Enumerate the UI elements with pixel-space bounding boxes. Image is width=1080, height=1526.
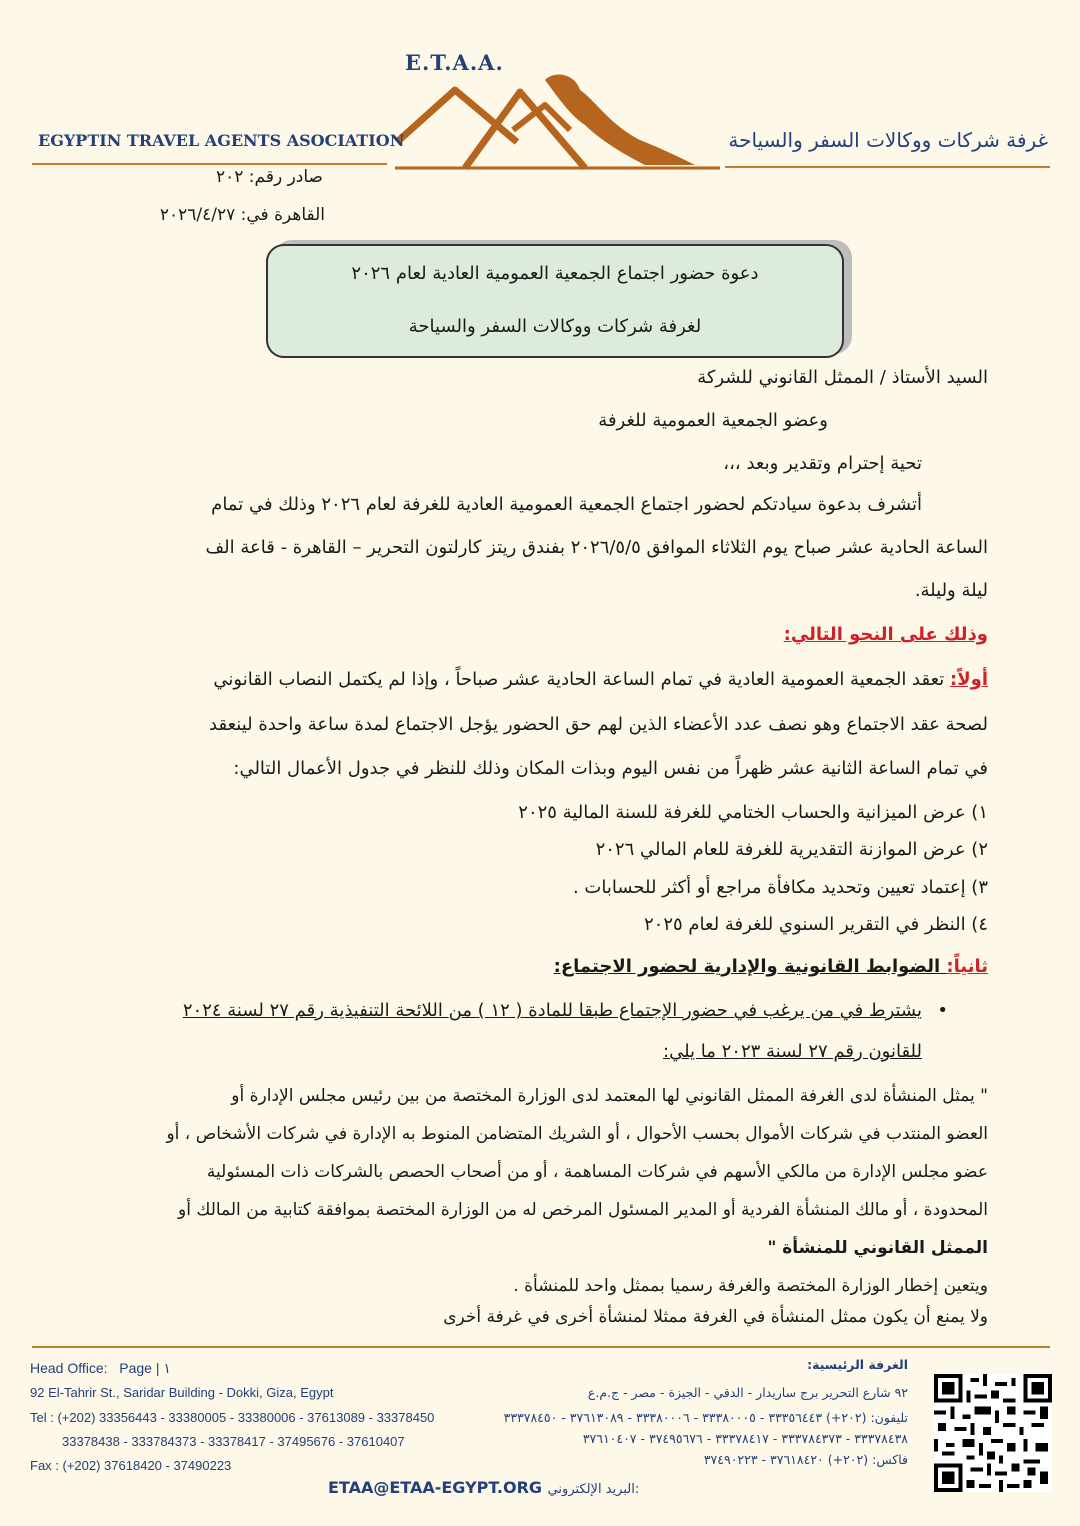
agenda-item: ٣) إعتماد تعيين وتحديد مكافأة مراجع أو أكثر للحسابات . xyxy=(572,877,988,898)
header-divider-left xyxy=(32,163,387,165)
salutation-2: وعضو الجمعية العمومية للغرفة xyxy=(598,410,828,431)
address-ar: ٩٢ شارع التحرير برج ساريدار - الدقي - الجيزة - مصر - ج.م.ع xyxy=(587,1385,908,1400)
page-number: Page | ١ xyxy=(119,1360,171,1376)
footer-divider xyxy=(32,1346,1050,1348)
first-clause-line-2: لصحة عقد الاجتماع وهو نصف عدد الأعضاء الذين لهم حق الحضور يؤجل الاجتماع لمدة ساعة واحدة لينعقد xyxy=(209,714,988,735)
tel-en-2: 33378438 - 333784373 - 33378417 - 37495676 - 37610407 xyxy=(62,1434,405,1449)
second-clause-heading xyxy=(554,945,988,989)
first-clause-text: تعقد الجمعية العمومية العادية في تمام الساعة الحادية عشر صباحاً ، وإذا لم يكتمل النصاب القانوني xyxy=(213,669,951,690)
phone-ar-numbers: (٢٠٢+) ٣٣٣٥٦٤٤٣ - ٣٣٣٨٠٠٠٥ - ٣٣٣٨٠٠٠٦ - ٣٧٦١٣٠٨٩ - ٣٣٣٧٨٤٥٠ xyxy=(503,1410,867,1425)
quote-line: المحدودة ، أو مالك المنشأة الفردية أو المدير المسئول المرخص له من الوزارة المختصة بموافقة كتابية من المالك أو xyxy=(178,1200,988,1220)
first-label: أولاً: xyxy=(950,669,988,690)
issue-number: صادر رقم: ٢٠٢ xyxy=(216,167,323,187)
intro-line-3: ليلة وليلة. xyxy=(914,580,988,601)
fax-en: Fax : (+202) 37618420 - 37490223 xyxy=(30,1458,232,1473)
head-office-en xyxy=(30,1360,171,1377)
fax-ar xyxy=(704,1452,908,1467)
intro-line-1: أتشرف بدعوة سيادتكم لحضور اجتماع الجمعية العمومية العادية للغرفة لعام ٢٠٢٦ وذلك في تمام xyxy=(211,494,922,515)
chamber-name-ar: غرفة شركات ووكالات السفر والسياحة xyxy=(728,128,1048,152)
pyramids-logo xyxy=(395,70,720,170)
association-name-en: EGYPTIN TRAVEL AGENTS ASOCIATION xyxy=(38,131,405,150)
tel-en: Tel : (+202) 33356443 - 33380005 - 33380006 - 37613089 - 33378450 xyxy=(30,1410,435,1425)
fax-ar-numbers: (٢٠٢+) ٣٧٦١٨٤٢٠ - ٣٧٤٩٠٢٢٣ xyxy=(703,1452,869,1467)
qr-code xyxy=(934,1374,1052,1492)
title-line-1: دعوة حضور اجتماع الجمعية العمومية العادية لعام ٢٠٢٦ xyxy=(351,263,759,284)
email-line[interactable] xyxy=(328,1478,639,1497)
intro-line-2: الساعة الحادية عشر صباح يوم الثلاثاء الموافق ٢٠٢٦/٥/٥ بفندق ريتز كارلتون التحرير – القاهرة - قاعة الف xyxy=(205,537,988,558)
email-address[interactable]: ETAA@ETAA-EGYPT.ORG xyxy=(328,1478,543,1497)
fax-ar-label: فاكس: xyxy=(872,1452,908,1467)
head-office-label: Head Office: xyxy=(30,1360,108,1376)
header-divider-right xyxy=(725,166,1050,168)
salutation-1: السيد الأستاذ / الممثل القانوني للشركة xyxy=(697,367,988,388)
notify-text: ويتعين إخطار الوزارة المختصة والغرفة رسميا بممثل واحد للمنشأة . xyxy=(513,1276,988,1296)
phone-ar-label: تليفون: xyxy=(870,1410,908,1425)
agenda-item: ٤) النظر في التقرير السنوي للغرفة لعام ٢٠٢٥ xyxy=(643,914,988,935)
logo-text: E.T.A.A. xyxy=(405,50,504,75)
agenda-item: ٢) عرض الموازنة التقديرية للغرفة للعام المالي ٢٠٢٦ xyxy=(595,839,988,860)
address-en: 92 El-Tahrir St., Saridar Building - Dokki, Giza, Egypt xyxy=(30,1385,334,1400)
first-clause-line-1 xyxy=(213,658,988,702)
head-office-ar: الغرفة الرئيسية: xyxy=(807,1357,908,1372)
bullet-dot: • xyxy=(937,1000,948,1021)
invitation-title-box xyxy=(266,244,844,358)
second-label: ثانياً: xyxy=(946,956,988,977)
greeting: تحية إحترام وتقدير وبعد ،،، xyxy=(723,453,922,474)
quote-line: " يمثل المنشأة لدى الغرفة الممثل القانوني لها المعتمد لدى الوزارة المختصة من بين رئيس مجلس الإدارة أو xyxy=(231,1086,988,1106)
title-line-2: لغرفة شركات ووكالات السفر والسياحة xyxy=(408,316,702,337)
quote-line: الممثل القانوني للمنشأة " xyxy=(767,1238,988,1258)
quote-line: العضو المنتدب في شركات الأموال بحسب الأحوال ، أو الشريك المتضامن المنوط به الإدارة في شركات الأشخاص ، أو xyxy=(166,1124,988,1144)
phone-ar xyxy=(504,1410,908,1425)
second-title: الضوابط القانونية والإدارية لحضور الاجتماع: xyxy=(553,956,947,977)
email-label: البريد الإلكتروني: xyxy=(547,1482,640,1497)
bullet-line-1: يشترط في من يرغب في حضور الإجتماع طبقا للمادة ( ١٢ ) من اللائحة التنفيذية رقم ٢٧ لسنة ٢٠٢٤ xyxy=(182,1000,922,1021)
no-prevent-text: ولا يمنع أن يكون ممثل المنشأة في الغرفة ممثلا لمنشأة أخرى في غرفة أخرى xyxy=(443,1307,988,1327)
bullet-line-2: للقانون رقم ٢٧ لسنة ٢٠٢٣ ما يلي: xyxy=(663,1041,922,1062)
first-clause-line-3: في تمام الساعة الثانية عشر ظهراً من نفس اليوم وبذات المكان وذلك للنظر في جدول الأعمال التالي: xyxy=(233,758,988,779)
quote-line: عضو مجلس الإدارة من مالكي الأسهم في شركات المساهمة ، أو من أصحاب الحصص بالشركات ذات المسئولية xyxy=(206,1162,988,1182)
issue-date: القاهرة في: ٢٠٢٦/٤/٢٧ xyxy=(159,205,325,225)
agenda-item: ١) عرض الميزانية والحساب الختامي للغرفة للسنة المالية ٢٠٢٥ xyxy=(518,802,988,823)
as-follows-heading: وذلك على النحو التالي: xyxy=(783,624,988,645)
phone-ar-2: ٣٣٣٧٨٤٣٨ - ٣٣٣٧٨٤٣٧٣ - ٣٣٣٧٨٤١٧ - ٣٧٤٩٥٦٧٦ - ٣٧٦١٠٤٠٧ xyxy=(582,1431,908,1446)
